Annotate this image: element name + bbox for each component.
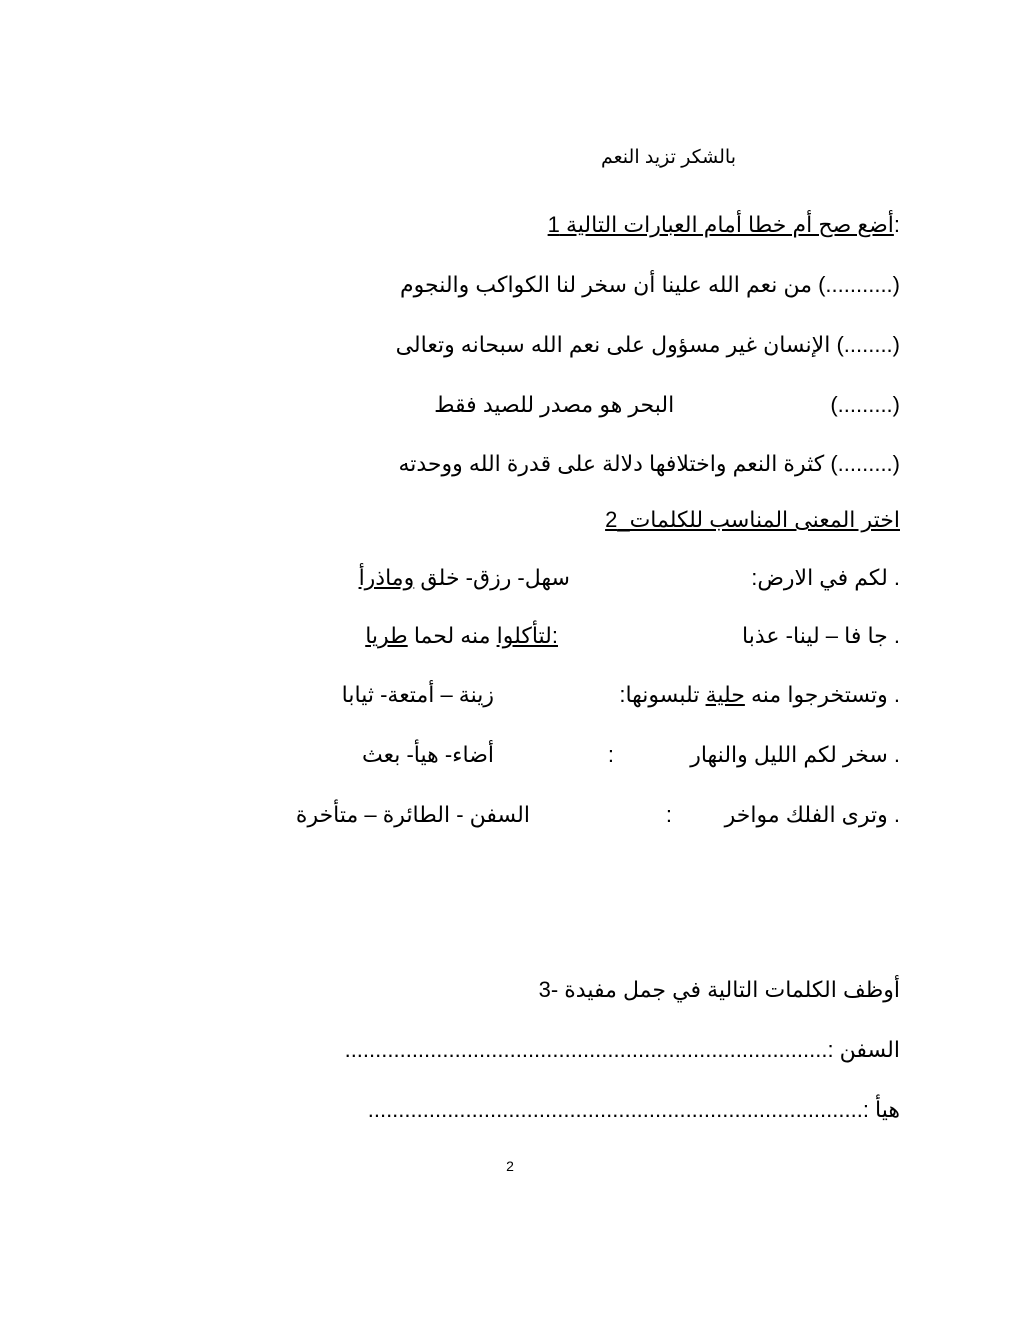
tf-item-4: (.........) كثرة النعم واختلافها دلالة على قدرة الله ووحدته bbox=[398, 451, 900, 476]
tf-item-3-text: البحر هو مصدر للصيد فقط bbox=[434, 392, 675, 417]
tf-item-3 bbox=[434, 390, 900, 420]
page-number: 2 bbox=[506, 1158, 514, 1174]
section1-heading bbox=[548, 210, 900, 240]
section1-heading-text: أضع صح أم خطا أمام العبارات التالية 1 bbox=[547, 212, 894, 237]
match-row-3-text-2: تلبسونها: bbox=[619, 682, 706, 707]
match-row-4-word: . سخر لكم الليل والنهار bbox=[690, 742, 900, 767]
tf-item-1: (...........) من نعم الله علينا أن سخر لنا الكواكب والنجوم bbox=[400, 272, 900, 297]
match-row-2-word: . جا فا – لينا- عذبا bbox=[742, 623, 900, 648]
page-title: بالشكر تزيد النعم bbox=[601, 147, 736, 168]
section2-heading: اختر المعنى المناسب للكلمات_2 bbox=[605, 507, 900, 532]
section1-heading-colon: : bbox=[893, 212, 900, 237]
tf-item-2: (........) الإنسان غير مسؤول على نعم الله سبحانه وتعالى bbox=[395, 332, 900, 357]
tf-item-3-blank: (.........) bbox=[830, 392, 900, 417]
section3-heading: أوظف الكلمات التالية في جمل مفيدة -3 bbox=[538, 977, 900, 1002]
match-row-3-text-1: . وتستخرجوا منه bbox=[744, 682, 900, 707]
match-row-2-underlined-1: :لتأكلوا bbox=[496, 623, 558, 648]
match-row-1-word: . لكم في الارض: bbox=[751, 565, 900, 590]
match-row-3-word bbox=[619, 680, 900, 710]
match-row-4-options: أضاء- هيأ- بعث bbox=[362, 742, 494, 767]
match-row-3-underlined: حلية bbox=[705, 682, 745, 707]
match-row-2-options bbox=[365, 621, 558, 651]
sentence-line-2: هيأ :................................................................................. bbox=[367, 1097, 900, 1122]
sentence-line-1: السفن :............................................................................... bbox=[344, 1037, 900, 1062]
match-row-2-text: منه لحما bbox=[407, 623, 497, 648]
match-row-2-underlined-2: طريا bbox=[365, 623, 408, 648]
match-row-3-options: زينة – أمتعة- ثيابا bbox=[341, 682, 494, 707]
match-row-1-underlined: وماذرأ bbox=[358, 565, 415, 590]
match-row-4-colon: : bbox=[607, 742, 614, 767]
match-row-5-options: السفن - الطائرة – متأخرة bbox=[295, 802, 530, 827]
match-row-5-word: . وترى الفلك مواخر bbox=[724, 802, 900, 827]
match-row-1-options bbox=[359, 563, 570, 593]
match-row-1-options-text: سهل- رزق- خلق bbox=[414, 565, 570, 590]
match-row-5-colon: : bbox=[665, 802, 672, 827]
